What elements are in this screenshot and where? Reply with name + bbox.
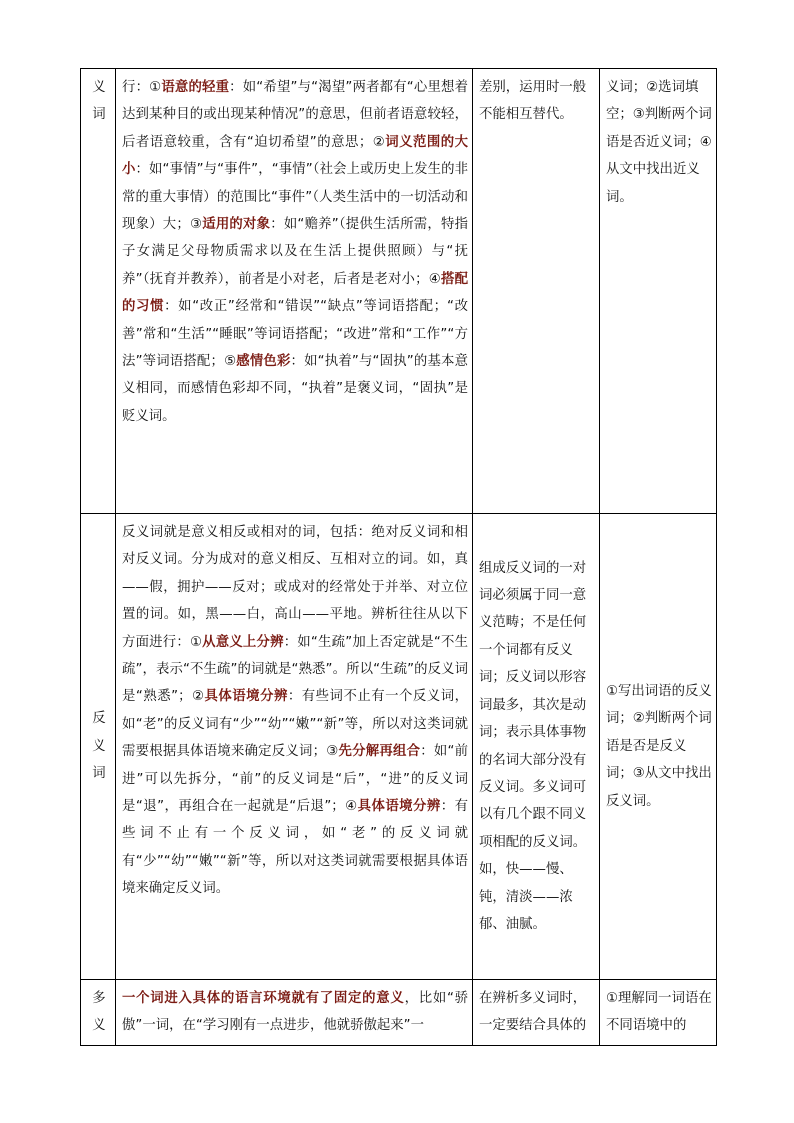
table-row xyxy=(81,514,717,980)
row-head-char: 义 xyxy=(92,80,106,95)
practice-cell xyxy=(600,980,717,1046)
vocab-table xyxy=(80,68,717,1046)
text-run: ：如“改正”经常和“错误”“缺点”等词语搭配；“改善”常和“生活”“睡眠”等词语搭配；“改进”常和“工作”“方法”等词语搭配；⑤ xyxy=(122,299,469,370)
highlight-term: 具体语境分辨 xyxy=(204,689,288,705)
note-cell xyxy=(473,69,600,514)
content-text xyxy=(116,980,472,1045)
table-row xyxy=(81,69,717,514)
highlight-term: 适用的对象 xyxy=(202,217,271,233)
row-head-char: 反 xyxy=(92,711,106,727)
highlight-term: 语意的轻重 xyxy=(161,80,230,95)
note-cell xyxy=(473,980,600,1046)
text-run: ：如“赡养”（提供生活所需，特指子女满足父母物质需求以及在生活上提供照顾）与“抚养”（抚育并教养），前者是小对老，后者是老对小；④ xyxy=(122,217,468,287)
note-text: 在辨析多义词时，一定要结合具体的 xyxy=(479,991,587,1034)
content-text xyxy=(116,514,472,908)
content-cell xyxy=(116,980,473,1046)
content-cell xyxy=(116,514,473,980)
row-head-cell xyxy=(81,514,116,980)
row-head-char: 多 xyxy=(92,991,106,1006)
highlight-term: 从意义上分辨 xyxy=(202,634,284,650)
practice-cell xyxy=(600,514,717,980)
highlight-term: 词义范围的大小 xyxy=(122,134,468,178)
text-run: 反义词就是意义相反或相对的词，包括：绝对反义词和相对反义词。分为成对的意义相反、互相对立的词。如，真——假，拥护——反对；或成对的经常处于并举、对立位置的词。如，黑——白，高山——平地。辨析往往从以下方面进行：① xyxy=(122,525,468,650)
content-cell xyxy=(116,69,473,514)
practice-text: 义词；②选词填空；③判断两个词语是否近义词；④从文中找出近义词。 xyxy=(606,80,712,205)
note-text: 差别，运用时一般不能相互替代。 xyxy=(479,80,587,123)
text-run: ：如“执着”与“固执”的基本意义相同，而感情色彩却不同，“执着”是褒义词，“固执”是贬义词。 xyxy=(122,354,468,424)
text-run: ：有些词不止有一个反义词，如“老”的反义词有“少”“幼”“嫩”“新”等，所以对这类词就需要根据具体语境来确定反义词；③ xyxy=(122,689,468,760)
table-row xyxy=(81,980,717,1046)
row-head-char: 词 xyxy=(92,107,106,123)
highlight-term: 具体语境分辨 xyxy=(357,799,441,815)
highlight-term: 先分解再组合 xyxy=(338,744,421,760)
content-text xyxy=(116,69,472,435)
text-run: ，比如“骄傲”一词，在“学习刚有一点进步，他就骄傲起来”一 xyxy=(122,991,469,1034)
text-run: ：如“事情”与“事件”，“事情”（社会上或历史上发生的非常的重大事情）的范围比“事件”（人类生活中的一切活动和现象）大；③ xyxy=(122,162,469,233)
practice-text: ①写出词语的反义词；②判断两个词语是否是反义词；③从文中找出反义词。 xyxy=(606,683,712,809)
text-run: ：如“前进”可以先拆分，“前”的反义词是“后”，“进”的反义词是“退”，再组合在一起就是“后退”；④ xyxy=(122,744,469,815)
text-run: ：如“希望”与“渴望”两者都有“心里想着达到某种目的或出现某种情况”的意思，但前者语意较轻，后者语意较重，含有“迫切希望”的意思；② xyxy=(122,80,468,150)
text-run: 行：① xyxy=(122,80,162,95)
row-head-cell xyxy=(81,980,116,1046)
row-head-cell xyxy=(81,69,116,514)
highlight-term: 一个词进入具体的语言环境就有了固定的意义 xyxy=(122,991,405,1006)
highlight-term: 搭配的习惯 xyxy=(122,271,468,315)
note-cell xyxy=(473,514,600,980)
row-head-char: 义 xyxy=(92,738,106,754)
row-head-char: 词 xyxy=(92,766,106,782)
practice-text: ①理解同一词语在不同语境中的 xyxy=(606,991,712,1034)
row-head-char: 义 xyxy=(92,1018,106,1034)
text-run: ：有些词不止有一个反义词，如“老”的反义词就有“少”“幼”“嫩”“新”等，所以对这类词就需要根据具体语境来确定反义词。 xyxy=(122,799,468,897)
text-run: ：如“生疏”加上否定就是“不生疏”，表示“不生疏”的词就是“熟悉”。所以“生疏”的反义词是“熟悉”；② xyxy=(122,634,468,705)
note-text: 组成反义词的一对词必须属于同一意义范畴；不是任何一个词都有反义词；反义词以形容词最多，其次是动词；表示具体事物的名词大部分没有反义词。多义词可以有几个跟不同义项相配的反义词。如，快——慢、钝，清淡——浓郁、油腻。 xyxy=(479,560,587,932)
practice-cell xyxy=(600,69,717,514)
highlight-term: 感情色彩 xyxy=(236,354,291,370)
